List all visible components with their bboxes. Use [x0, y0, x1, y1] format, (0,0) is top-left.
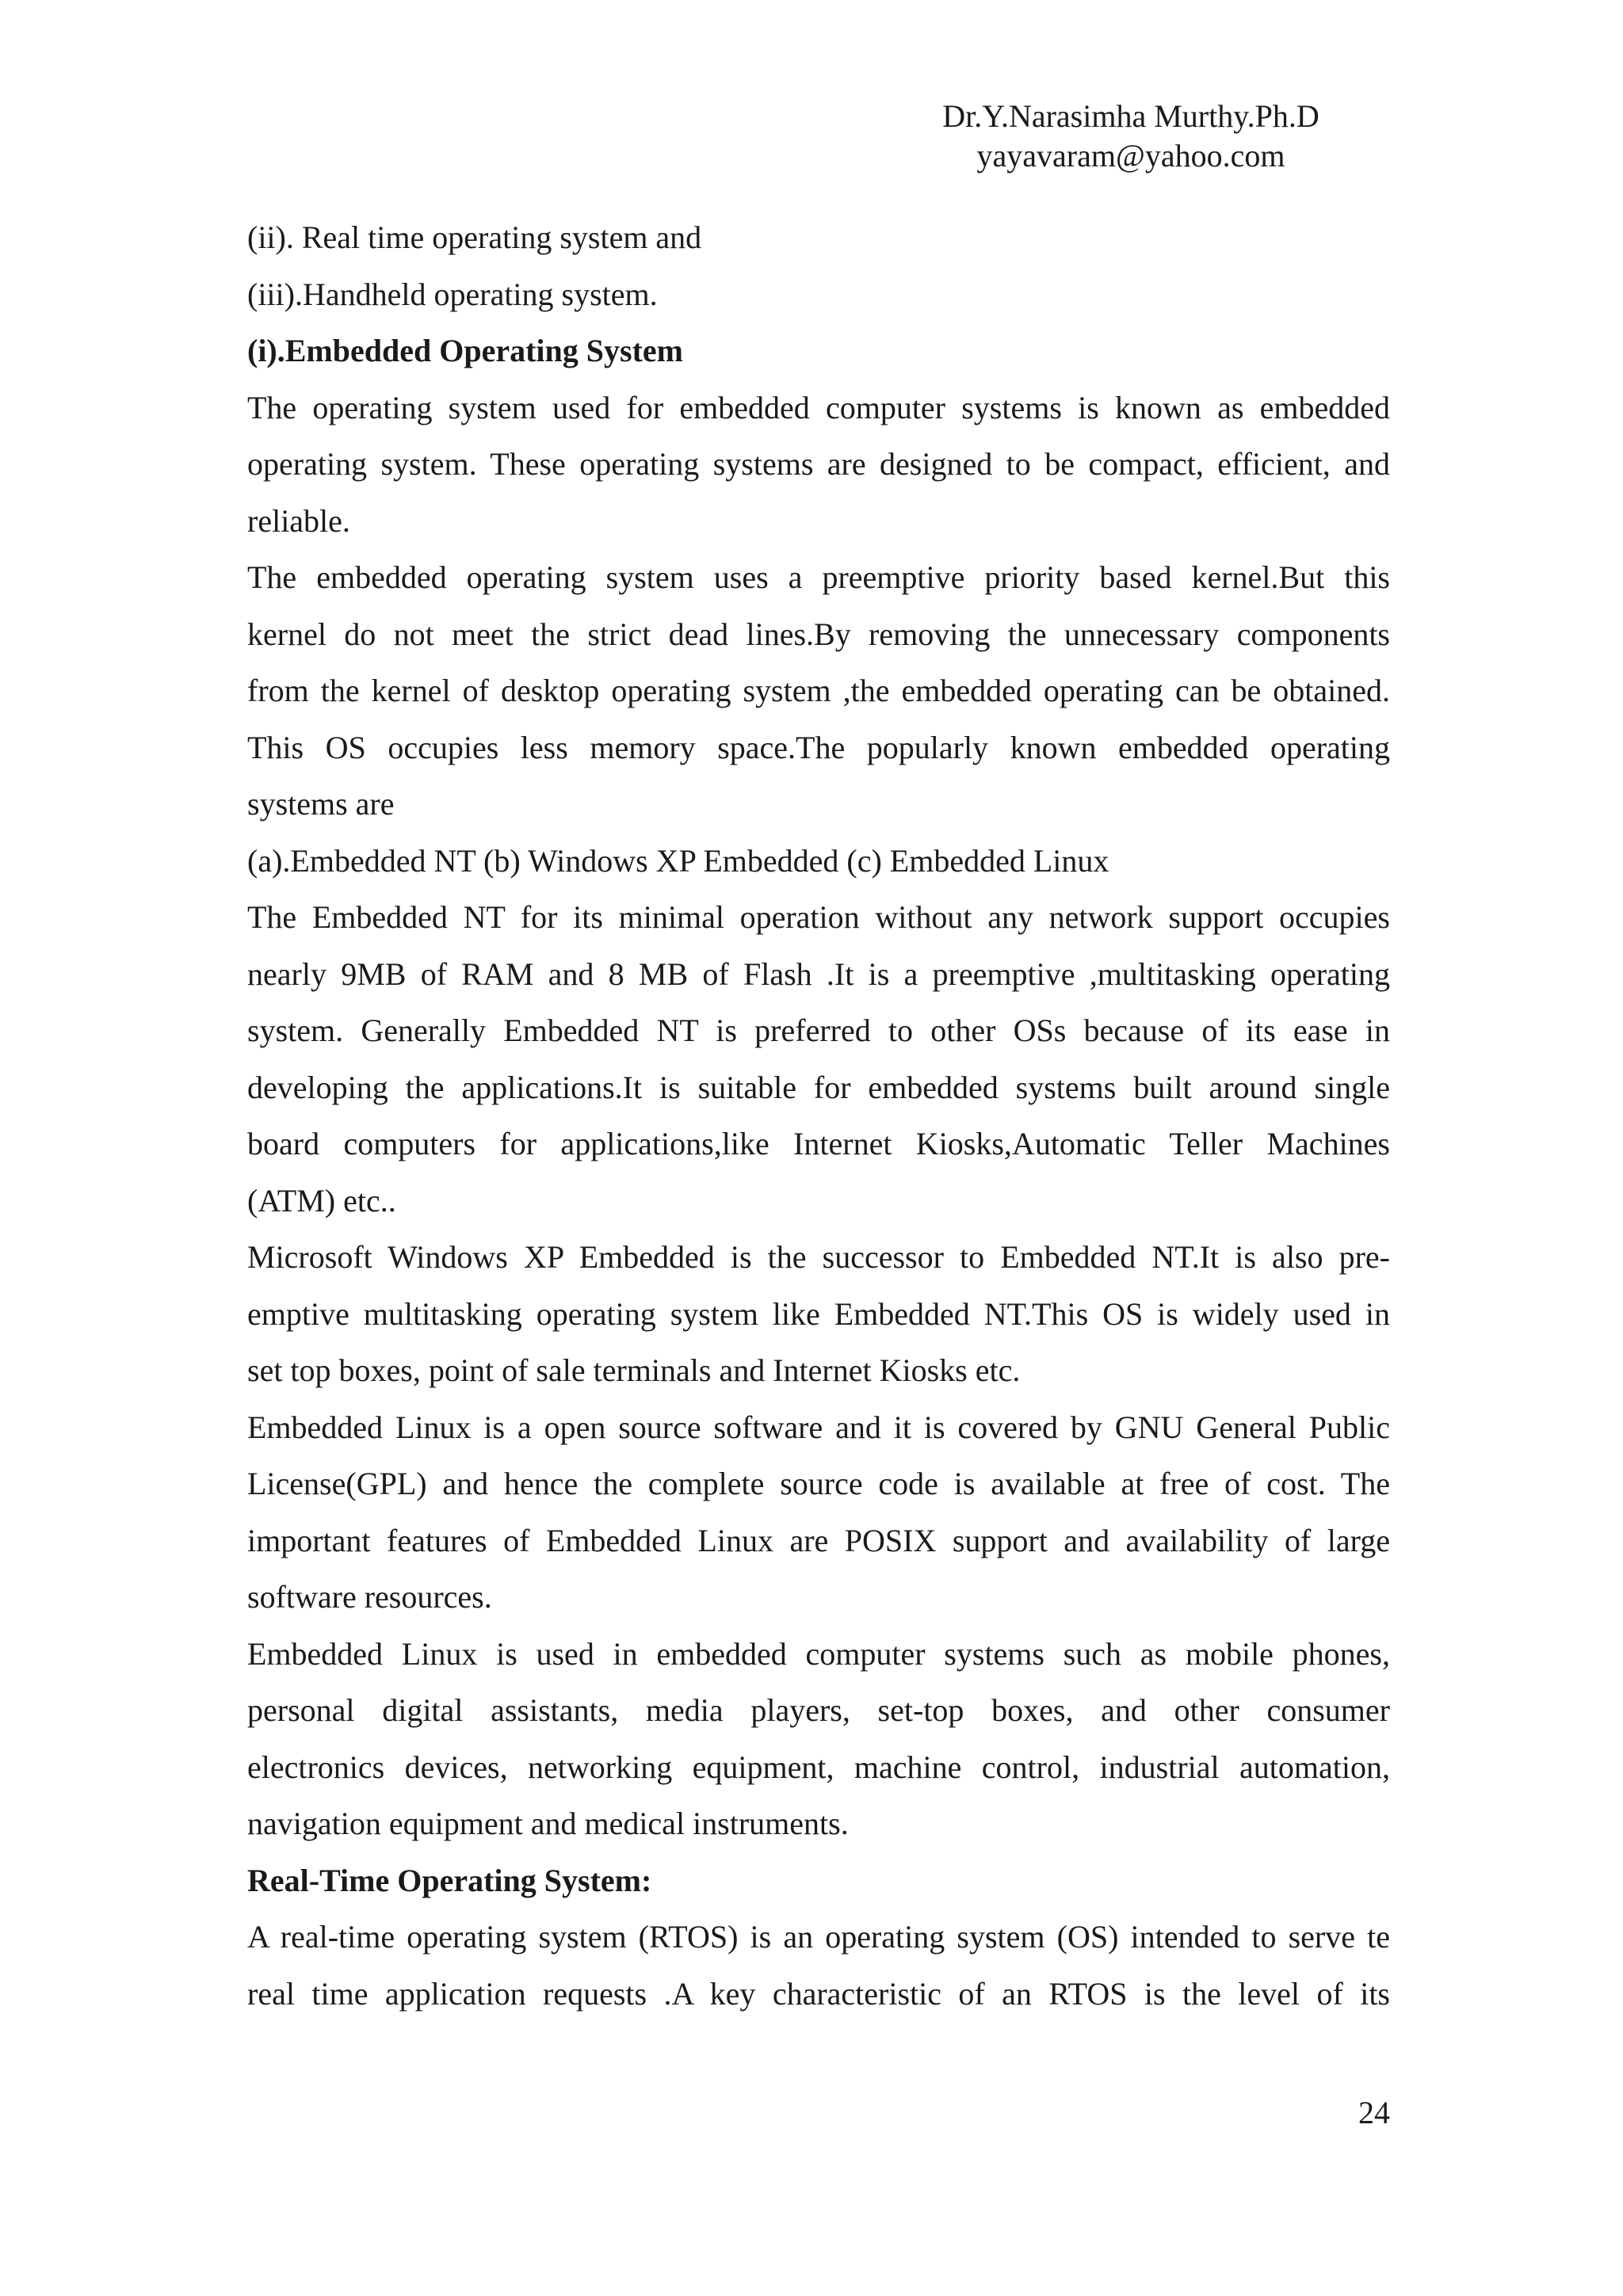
text-line: Embedded Linux is a open source software and it is covered by GNU General Public: [247, 1409, 1390, 1445]
text-line: software resources.: [247, 1579, 492, 1615]
text-line: Embedded Linux is used in embedded computer systems such as mobile phones,: [247, 1635, 1390, 1672]
text-line: important features of Embedded Linux are POSIX support and availability of large: [247, 1522, 1390, 1558]
text-line: systems are: [247, 786, 395, 822]
author-email: yayavaram@yahoo.com: [976, 138, 1285, 174]
text-line: (a).Embedded NT (b) Windows XP Embedded (c) Embedded Linux: [247, 842, 1109, 879]
text-line: (ii). Real time operating system and: [247, 219, 702, 255]
text-line: The operating system used for embedded computer systems is known as embedded: [247, 389, 1390, 425]
text-line: The embedded operating system uses a preemptive priority based kernel.But this: [247, 559, 1390, 595]
text-line: (ATM) etc..: [247, 1182, 396, 1219]
text-line: personal digital assistants, media players, set-top boxes, and other consumer: [247, 1692, 1390, 1728]
text-line: developing the applications.It is suitable for embedded systems built around single: [247, 1069, 1390, 1105]
text-line: board computers for applications,like Internet Kiosks,Automatic Teller Machines: [247, 1126, 1390, 1161]
text-line: A real-time operating system (RTOS) is an operating system (OS) intended to serve te: [247, 1919, 1390, 1955]
text-line: emptive multitasking operating system like Embedded NT.This OS is widely used in: [247, 1295, 1390, 1332]
text-line: kernel do not meet the strict dead lines.By removing the unnecessary components: [247, 616, 1390, 652]
page-header: [872, 97, 1390, 176]
text-line: electronics devices, networking equipment, machine control, industrial automation,: [247, 1749, 1390, 1785]
text-line: nearly 9MB of RAM and 8 MB of Flash .It is a preemptive ,multitasking operating: [247, 955, 1390, 992]
author-name: Dr.Y.Narasimha Murthy.Ph.D: [942, 98, 1319, 134]
text-line: system. Generally Embedded NT is preferred to other OSs because of its ease in: [247, 1013, 1390, 1048]
text-line: This OS occupies less memory space.The popularly known embedded operating: [247, 729, 1390, 765]
text-line: License(GPL) and hence the complete source code is available at free of cost. The: [247, 1466, 1390, 1501]
text-line: Microsoft Windows XP Embedded is the successor to Embedded NT.It is also pre-: [247, 1239, 1390, 1275]
text-line: navigation equipment and medical instruments.: [247, 1806, 849, 1841]
text-line: real time application requests .A key characteristic of an RTOS is the level of its: [247, 1975, 1390, 2012]
text-line: (iii).Handheld operating system.: [247, 276, 658, 312]
text-line: set top boxes, point of sale terminals and Internet Kiosks etc.: [247, 1352, 1021, 1388]
text-line: operating system. These operating systems are designed to be compact, efficient, and: [247, 446, 1390, 482]
section-heading-embedded-os: (i).Embedded Operating System: [247, 333, 683, 368]
text-line: from the kernel of desktop operating system ,the embedded operating can be obtained.: [247, 673, 1390, 708]
text-line: The Embedded NT for its minimal operation without any network support occupies: [247, 899, 1390, 935]
section-heading-rtos: Real-Time Operating System:: [247, 1862, 652, 1898]
page-number: 24: [1358, 2095, 1390, 2130]
text-line: reliable.: [247, 502, 350, 539]
document-body: [247, 209, 1390, 2022]
